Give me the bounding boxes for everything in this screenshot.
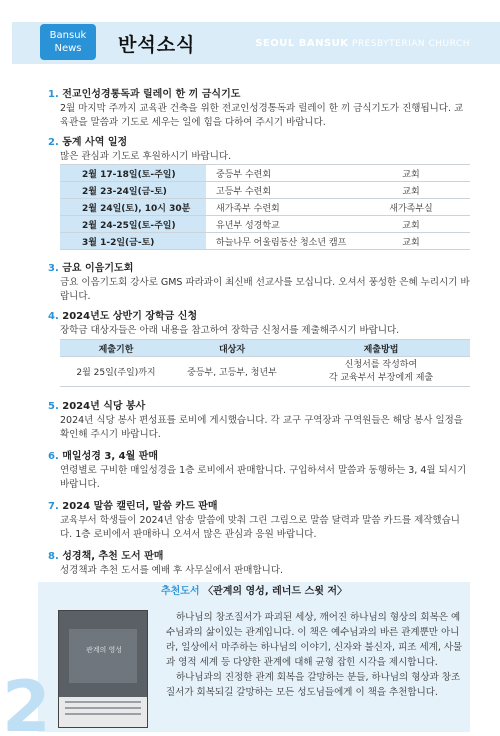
news-item-body: 많은 관심과 기도로 후원하시기 바랍니다. [60,151,232,162]
table-row [60,357,470,387]
news-item-body: 연령별로 구비한 매일성경을 1층 로비에서 판매합니다. 구입하셔서 말씀과 동행하는 3, 4월 되시기 바랍니다. [60,465,467,490]
recommend-book-title: 〈관계의 영성, 레너드 스윗 저〉 [203,586,348,597]
method-line-2: 각 교육부서 부장에게 제출 [328,372,434,383]
news-item-title [48,310,470,324]
recommend-label: 추천도서 [160,586,200,597]
table-row [60,216,470,233]
news-item-number: 5. [48,401,59,412]
news-item-1 [48,88,470,130]
church-name-bold: SEOUL BANSUK [255,38,349,49]
news-item-heading: 성경책, 추천 도서 판매 [62,551,164,562]
news-item-number: 3. [48,263,59,274]
news-item-heading: 동계 사역 일정 [62,137,128,148]
recommendation-text [166,610,464,700]
news-item-body: 2024년 식당 봉사 편성표를 로비에 게시했습니다. 각 교구 구역장과 구역원들은 해당 봉사 일정을 확인해 주시기 바랍니다. [60,415,463,440]
news-item-title [48,500,470,514]
schedule-event: 고등부 수련회 [206,182,352,199]
schedule-date: 2월 24-25일(토-주일) [60,216,206,233]
method-line-1: 신청서를 작성하여 [344,359,418,370]
column-header: 제출방법 [292,340,470,357]
book-cover-title: 관계의 영성 [85,646,123,654]
recommended-book-heading [38,582,470,602]
news-item-4 [48,310,470,338]
news-item-heading: 2024년도 상반기 장학금 신청 [62,311,198,322]
schedule-place: 새가족부실 [352,199,470,216]
church-name [255,38,470,49]
news-item-8 [48,550,470,578]
recommended-book-box [38,582,470,732]
page-number: 2 [2,666,51,736]
news-item-heading: 2024 말씀 캘린더, 말씀 카드 판매 [62,501,218,512]
scholarship-table [60,339,470,387]
schedule-event: 하늘나무 어울림동산 청소년 캠프 [206,233,352,250]
news-item-number: 1. [48,89,59,100]
schedule-table [60,164,470,250]
book-cover-footer [59,697,147,727]
badge-line-2: News [54,43,82,54]
news-item-number: 4. [48,311,59,322]
book-cover-image [58,610,148,728]
schedule-event: 새가족부 수련회 [206,199,352,216]
news-item-heading: 2024년 식당 봉사 [62,401,146,412]
method-cell [292,357,470,387]
news-badge [40,24,96,60]
page-header [0,0,500,76]
book-cover-art [69,629,137,683]
column-header: 대상자 [172,340,292,357]
news-item-body: 성경책과 추천 도서를 예배 후 사무실에서 판매합니다. [60,565,284,576]
table-row [60,165,470,182]
schedule-date: 2월 17-18일(토-주일) [60,165,206,182]
table-row [60,199,470,216]
news-item-body: 2월 마지막 주까지 교육관 건축을 위한 전교인성경통독과 릴레이 한 끼 금식기도가 진행됩니다. 교육관을 말씀과 기도로 세우는 일에 힘을 다하여 주시기 바랍니다. [60,103,464,128]
news-item-6 [48,450,470,492]
schedule-event: 유년부 성경학교 [206,216,352,233]
news-item-number: 7. [48,501,59,512]
schedule-date: 2월 23-24일(금-토) [60,182,206,199]
schedule-date: 3월 1-2일(금-토) [60,233,206,250]
target-cell: 중등부, 고등부, 청년부 [172,357,292,387]
badge-line-1: Bansuk [49,30,87,41]
church-name-rest: PRESBYTERIAN CHURCH [351,39,470,49]
table-header-row [60,340,470,357]
news-item-title [48,450,470,464]
news-item-5 [48,400,470,442]
news-item-body: 장학금 대상자들은 아래 내용을 참고하여 장학금 신청서를 제출해주시기 바랍니다. [60,325,400,336]
news-item-title [48,550,470,564]
schedule-place: 교회 [352,216,470,233]
schedule-place: 교회 [352,182,470,199]
table-row [60,233,470,250]
news-item-title [48,400,470,414]
news-item-heading: 전교인성경통독과 릴레이 한 끼 금식기도 [62,89,241,100]
news-item-title [48,262,470,276]
news-item-3 [48,262,470,304]
news-item-body: 교육부서 학생들이 2024년 암송 말씀에 맞춰 그린 그림으로 말씀 달력과 말씀 카드를 제작했습니다. 1층 로비에서 판매하니 오셔서 많은 관심과 응원 바랍니다. [60,515,460,540]
news-item-title [48,136,470,150]
recommendation-paragraph-2: 하나님과의 진정한 관계 회복을 갈망하는 분들, 하나님의 형상과 창조질서가 회복되길 갈망하는 모든 성도님들에게 이 책을 추천합니다. [166,672,461,698]
schedule-place: 교회 [352,233,470,250]
news-item-2 [48,136,470,164]
schedule-event: 중등부 수련회 [206,165,352,182]
table-row [60,182,470,199]
news-item-number: 6. [48,451,59,462]
news-item-number: 8. [48,551,59,562]
news-item-heading: 매일성경 3, 4월 판매 [62,451,159,462]
news-item-heading: 금요 이음기도회 [62,263,134,274]
page-title: 반석소식 [118,34,196,56]
deadline-cell: 2월 25일(주일)까지 [60,357,172,387]
schedule-date: 2월 24일(토), 10시 30분 [60,199,206,216]
news-item-body: 금요 이음기도회 강사로 GMS 파라과이 최신배 선교사를 모십니다. 오셔서 풍성한 은혜 누리시기 바랍니다. [60,277,470,302]
news-item-7 [48,500,470,542]
recommendation-paragraph-1: 하나님의 창조질서가 파괴된 세상, 깨어진 하나님의 형상의 회복은 예수님과의 삶이있는 관계입니다. 이 책은 예수님과의 바른 관계뿐만 아니라, 일상에서 마주하는 하나님의 이야기, 신자와 불신자, 피조 세계, 사물과 영적 세계 등 다양한 관계에 대해 균형 잡힌 시각을 제시합니다. [166,612,463,668]
news-item-number: 2. [48,137,59,148]
schedule-place: 교회 [352,165,470,182]
news-item-title [48,88,470,102]
column-header: 제출기한 [60,340,172,357]
